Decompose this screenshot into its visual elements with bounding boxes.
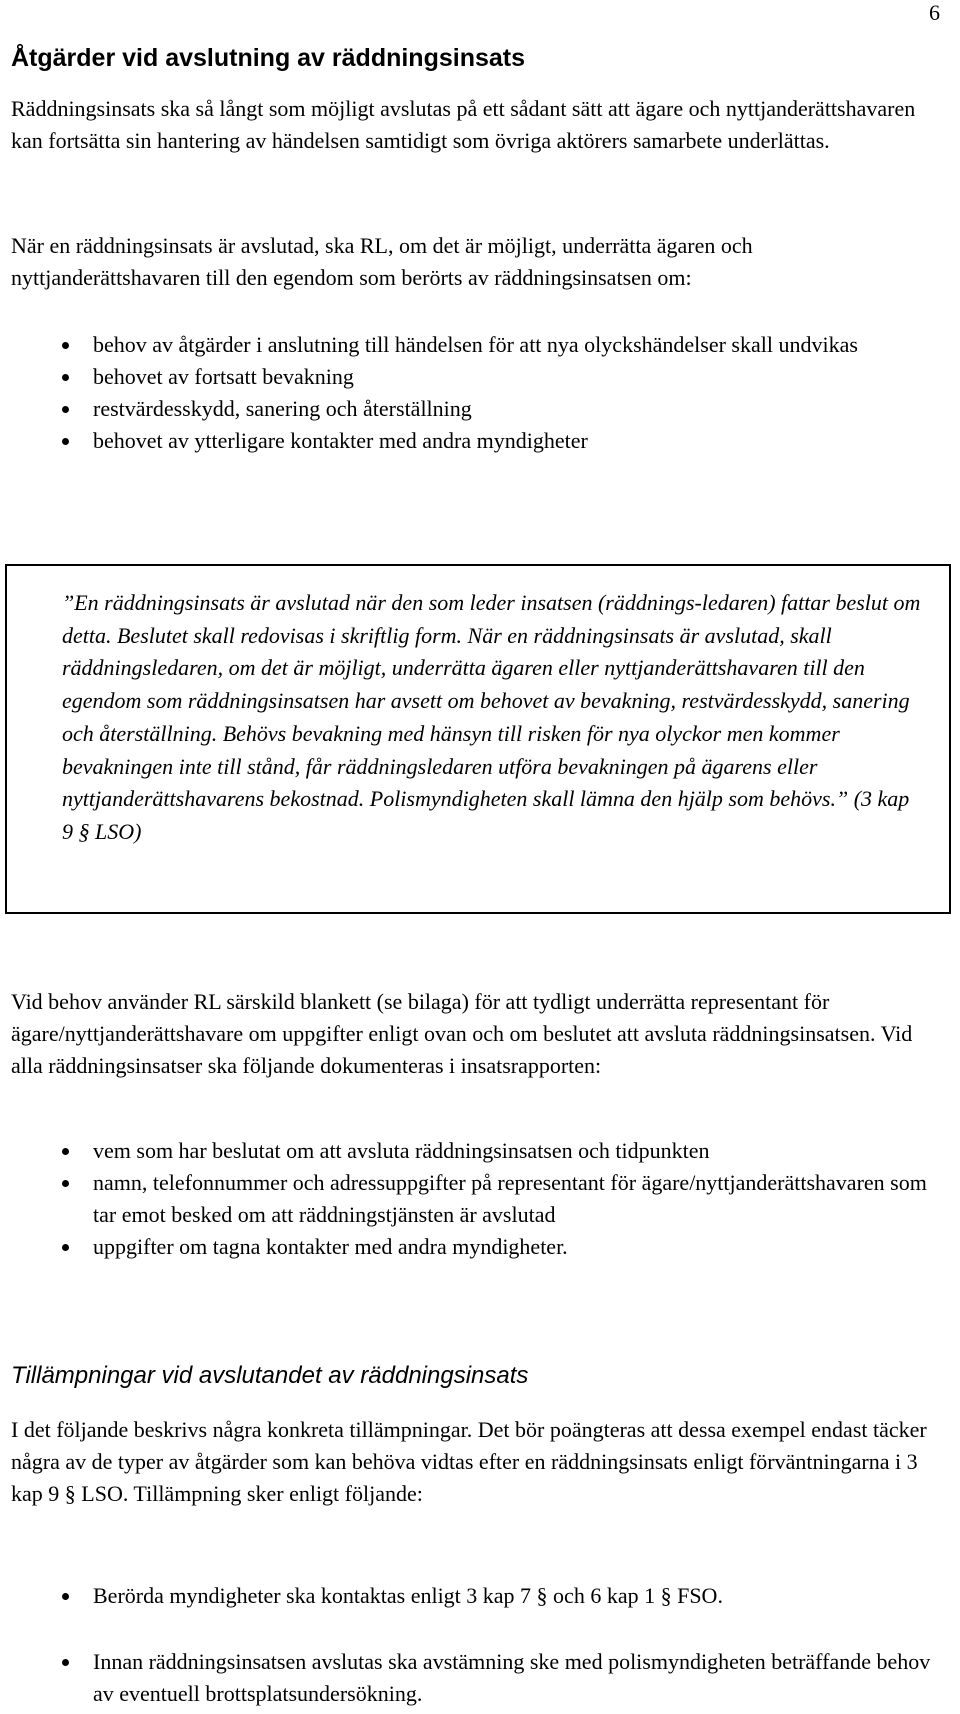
bullet-icon [62, 342, 69, 349]
list-item: vem som har beslutat om att avsluta räddningsinsatsen och tidpunkten [0, 1135, 940, 1167]
bullet-icon [62, 438, 69, 445]
list-item: behovet av ytterligare kontakter med andra myndigheter [0, 425, 940, 457]
bullet-icon [62, 1244, 69, 1251]
bullet-icon [62, 1148, 69, 1155]
bullet-icon [62, 374, 69, 381]
subsection-heading: Tillämpningar vid avslutandet av räddningsinsats [11, 1362, 529, 1389]
bullet-icon [62, 1180, 69, 1187]
page-number: 6 [929, 0, 940, 25]
applications-list-continued [0, 1646, 940, 1710]
list-item: behov av åtgärder i anslutning till händelsen för att nya olyckshändelser skall undvikas [0, 329, 940, 361]
notify-intro-paragraph: När en räddningsinsats är avslutad, ska RL, om det är möjligt, underrätta ägaren och nyttjanderättshavaren till den egendom som berörts av räddningsinsatsen om: [11, 233, 753, 290]
legal-quote [62, 587, 922, 849]
bullet-icon [62, 1593, 69, 1600]
list-item: Innan räddningsinsatsen avslutas ska avstämning ske med polismyndigheten beträffande behov av eventuell brottsplatsundersökning. [0, 1646, 940, 1710]
bullet-icon [62, 406, 69, 413]
list-item: namn, telefonnummer och adressuppgifter på representant för ägare/nyttjanderättshavaren som tar emot besked om att räddningstjänsten är avslutad [0, 1167, 940, 1231]
form-paragraph: Vid behov använder RL särskild blankett (se bilaga) för att tydligt underrätta representant för ägare/nyttjanderättshavare om uppgifter enligt ovan och om beslutet att avsluta räddningsinsatsen. Vid alla räddningsinsatser ska följande dokumenteras i insatsrapporten: [11, 989, 913, 1078]
section-heading: Åtgärder vid avslutning av räddningsinsats [11, 44, 526, 72]
list-item: behovet av fortsatt bevakning [0, 361, 940, 393]
notify-list [0, 329, 940, 457]
intro-paragraph: Räddningsinsats ska så långt som möjligt avslutas på ett sådant sätt att ägare och nyttjanderättshavaren kan fortsätta sin hantering av händelsen samtidigt som övriga aktörers samarbete underlättas. [11, 96, 916, 153]
bullet-icon [62, 1659, 69, 1666]
quote-body: ”En räddningsinsats är avslutad när den som leder insatsen (räddnings-ledaren) fattar beslut om detta. Beslutet skall redovisas i skriftlig form. När en räddningsinsats är avslutad, skall räddningsledaren, om det är möjligt, underrätta ägaren eller nyttjanderättshavaren till den egendom som räddningsinsatsen har avsett om behovet av bevakning, restvärdesskydd, sanering och återställning. Behövs bevakning med hänsyn till risken för nya olyckor men kommer bevakningen inte till stånd, får räddningsledaren utföra bevakningen på ägarens eller nyttjanderättshavarens bekostnad. Polismyndigheten skall lämna den hjälp som behövs.” [62, 590, 921, 812]
documentation-list [0, 1135, 940, 1263]
applications-list [0, 1580, 940, 1612]
list-item: restvärdesskydd, sanering och återställning [0, 393, 940, 425]
list-item: Berörda myndigheter ska kontaktas enligt 3 kap 7 § och 6 kap 1 § FSO. [0, 1580, 940, 1612]
applications-paragraph: I det följande beskrivs några konkreta tillämpningar. Det bör poängteras att dessa exempel endast täcker några av de typer av åtgärder som kan behöva vidtas efter en räddningsinsats enligt förväntningarna i 3 kap 9 § LSO. Tillämpning sker enligt följande: [11, 1417, 927, 1506]
list-item: uppgifter om tagna kontakter med andra myndigheter. [0, 1231, 940, 1263]
quote-citation: (3 kap 9 § LSO) [62, 786, 910, 844]
